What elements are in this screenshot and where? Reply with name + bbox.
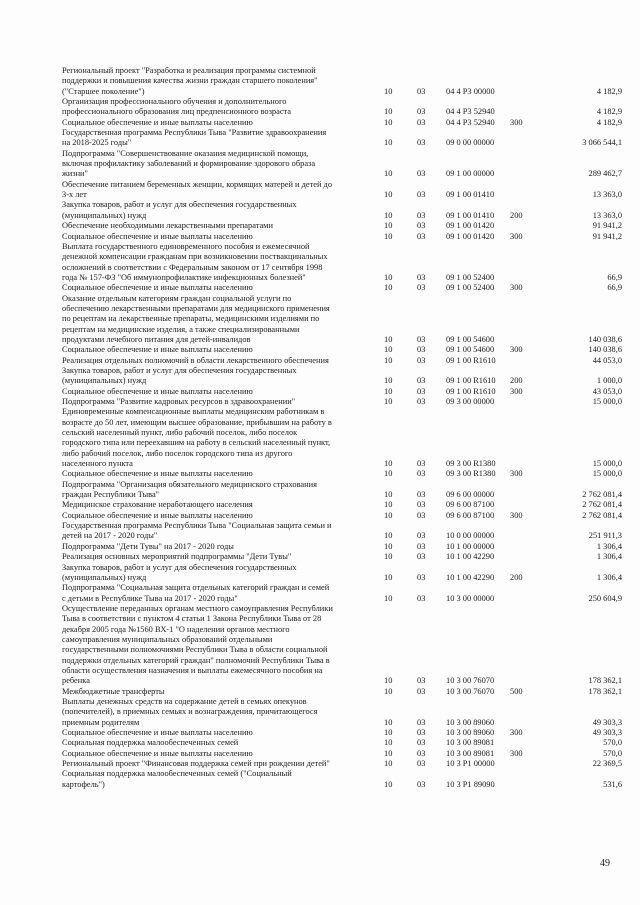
razdel-code: 10 — [384, 376, 393, 386]
amount: 250 604,9 — [588, 593, 622, 603]
table-row — [62, 769, 622, 790]
target-article-code: 09 6 00 00000 — [446, 490, 495, 500]
expense-type-code: 200 — [510, 572, 523, 582]
podrazdel-code: 03 — [417, 272, 426, 282]
table-row — [62, 563, 622, 584]
table-row — [62, 180, 622, 201]
razdel-code: 10 — [384, 531, 393, 541]
podrazdel-code: 03 — [417, 231, 426, 241]
table-row — [62, 356, 622, 366]
razdel-code: 10 — [384, 345, 393, 355]
table-row — [62, 469, 622, 479]
target-article-code: 09 1 00 R1610 — [446, 386, 496, 396]
podrazdel-code: 03 — [417, 190, 426, 200]
row-name: Социальная поддержка малообеспеченных семей — [62, 738, 239, 748]
target-article-code: 10 0 00 00000 — [446, 531, 495, 541]
table-row — [62, 749, 622, 759]
razdel-code: 10 — [384, 572, 393, 582]
row-name: Выплаты денежных средств на содержание детей в семьях опекунов (попечителей), в приемных семьях и вознаграждения, причитающегося приемным родителям — [62, 696, 318, 727]
target-article-code: 09 0 00 00000 — [446, 138, 495, 148]
row-name: Подпрограмма "Совершенствование оказания медицинской помощи, включая профилактику заболеваний и формирование здорового образа жизни" — [62, 148, 316, 179]
row-name: Подпрограмма "Социальная защита отдельных категорий граждан и семей с детьми в Республике Тыва на 2017 - 2020 годы" — [62, 583, 330, 603]
row-name: Социальное обеспечение и иные выплаты населению — [62, 283, 253, 293]
amount: 15 000,0 — [592, 459, 622, 469]
expense-type-code: 300 — [510, 510, 523, 520]
amount: 13 363,0 — [592, 210, 622, 220]
amount: 2 762 081,4 — [582, 490, 622, 500]
podrazdel-code: 03 — [417, 510, 426, 520]
razdel-code: 10 — [384, 138, 393, 148]
target-article-code: 10 3 P1 00000 — [446, 759, 495, 769]
podrazdel-code: 03 — [417, 541, 426, 551]
expense-type-code: 500 — [510, 686, 523, 696]
amount: 43 053,0 — [592, 386, 622, 396]
row-name: Межбюджетные трансферты — [62, 686, 165, 696]
budget-table — [62, 66, 622, 790]
expense-type-code: 300 — [510, 231, 523, 241]
razdel-code: 10 — [384, 334, 393, 344]
amount: 140 038,6 — [588, 334, 622, 344]
target-article-code: 10 3 00 89081 — [446, 748, 495, 758]
amount: 15 000,0 — [592, 469, 622, 479]
row-name: Реализация основных мероприятий подпрограммы "Дети Тувы" — [62, 552, 292, 562]
razdel-code: 10 — [384, 500, 393, 510]
podrazdel-code: 03 — [417, 334, 426, 344]
table-row — [62, 128, 622, 149]
target-article-code: 10 1 00 00000 — [446, 541, 495, 551]
amount: 13 363,0 — [592, 190, 622, 200]
table-row — [62, 149, 622, 180]
podrazdel-code: 03 — [417, 552, 426, 562]
podrazdel-code: 03 — [417, 397, 426, 406]
podrazdel-code: 03 — [417, 355, 426, 365]
target-article-code: 10 1 00 42290 — [446, 572, 495, 582]
row-name: Оказание отдельным категориям граждан социальной услуги по обеспечению лекарственными препаратами для медицинского применения по рецептам на лекарственные препараты, медицинскими изделиями по рецептам на медицинские изделия, а также специализированными продуктами лечебного питания для детей-инвалидов — [62, 293, 330, 344]
page-number: 49 — [600, 858, 610, 869]
target-article-code: 09 3 00 R1380 — [446, 459, 496, 469]
table-row — [62, 407, 622, 469]
target-article-code: 04 4 P3 52940 — [446, 107, 495, 117]
razdel-code: 10 — [384, 397, 393, 406]
row-name: Закупка товаров, работ и услуг для обеспечения государственных (муниципальных) нужд — [62, 562, 297, 582]
expense-type-code: 300 — [510, 728, 523, 737]
row-name: Социальное обеспечение и иные выплаты населению — [62, 510, 253, 520]
amount: 2 762 081,4 — [582, 510, 622, 520]
target-article-code: 10 3 P1 89090 — [446, 779, 495, 789]
table-row — [62, 500, 622, 510]
target-article-code: 04 4 P3 00000 — [446, 86, 495, 96]
razdel-code: 10 — [384, 210, 393, 220]
podrazdel-code: 03 — [417, 779, 426, 789]
table-row — [62, 221, 622, 231]
podrazdel-code: 03 — [417, 345, 426, 355]
row-name: Социальная поддержка малообеспеченных семей ("Социальный картофель") — [62, 769, 292, 789]
target-article-code: 10 3 00 89060 — [446, 728, 495, 737]
target-article-code: 09 6 00 87100 — [446, 500, 495, 510]
razdel-code: 10 — [384, 676, 393, 686]
razdel-code: 10 — [384, 759, 393, 769]
podrazdel-code: 03 — [417, 376, 426, 386]
row-name: Организация профессионального обучения и дополнительного профессионального образования лиц предпенсионного возраста — [62, 97, 292, 117]
table-row — [62, 118, 622, 128]
razdel-code: 10 — [384, 283, 393, 293]
target-article-code: 09 1 00 01410 — [446, 190, 495, 200]
razdel-code: 10 — [384, 510, 393, 520]
podrazdel-code: 03 — [417, 748, 426, 758]
razdel-code: 10 — [384, 107, 393, 117]
podrazdel-code: 03 — [417, 676, 426, 686]
razdel-code: 10 — [384, 221, 393, 231]
amount: 66,9 — [607, 283, 622, 293]
table-row — [62, 66, 622, 97]
table-row — [62, 345, 622, 355]
table-row — [62, 283, 622, 293]
target-article-code: 09 1 00 00000 — [446, 169, 495, 179]
razdel-code: 10 — [384, 738, 393, 748]
razdel-code: 10 — [384, 552, 393, 562]
target-article-code: 09 1 00 54600 — [446, 345, 495, 355]
razdel-code: 10 — [384, 593, 393, 603]
podrazdel-code: 03 — [417, 717, 426, 727]
podrazdel-code: 03 — [417, 138, 426, 148]
expense-type-code: 300 — [510, 345, 523, 355]
amount: 178 362,1 — [588, 686, 622, 696]
amount: 22 369,5 — [592, 759, 622, 769]
podrazdel-code: 03 — [417, 386, 426, 396]
row-name: Выплата государственного единовременного пособия и ежемесячной денежной компенсации гражданам при возникновении поствакцинальных осложнений в соответствии с Федеральным законом от 17 сентября 1998 года № 157-ФЗ "Об иммунопрофилактике инфекционных болезней" — [62, 241, 328, 282]
table-row — [62, 759, 622, 769]
table-row — [62, 521, 622, 542]
amount: 289 462,7 — [588, 169, 622, 179]
amount: 570,0 — [603, 738, 622, 748]
razdel-code: 10 — [384, 355, 393, 365]
target-article-code: 09 1 00 R1610 — [446, 376, 496, 386]
row-name: Социальное обеспечение и иные выплаты населению — [62, 345, 253, 355]
row-name: Социальное обеспечение и иные выплаты населению — [62, 231, 253, 241]
table-row — [62, 387, 622, 397]
target-article-code: 10 3 00 89081 — [446, 738, 495, 748]
podrazdel-code: 03 — [417, 221, 426, 231]
target-article-code: 09 1 00 52400 — [446, 283, 495, 293]
amount: 4 182,9 — [596, 86, 622, 96]
table-row — [62, 687, 622, 697]
table-row — [62, 294, 622, 346]
table-row — [62, 511, 622, 521]
target-article-code: 10 3 00 89060 — [446, 717, 495, 727]
row-name: Региональный проект "Разработка и реализация программы системной поддержки и повышения качества жизни граждан старшего поколения" ("Старшее поколение") — [62, 66, 318, 96]
expense-type-code: 300 — [510, 469, 523, 479]
target-article-code: 09 3 00 00000 — [446, 397, 495, 406]
target-article-code: 10 3 00 76070 — [446, 686, 495, 696]
amount: 1 000,0 — [596, 376, 622, 386]
amount: 1 306,4 — [596, 572, 622, 582]
row-name: Обеспечение питанием беременных женщин, кормящих матерей и детей до 3-х лет — [62, 179, 333, 200]
target-article-code: 10 3 00 76070 — [446, 676, 495, 686]
target-article-code: 09 3 00 R1380 — [446, 469, 496, 479]
table-row — [62, 232, 622, 242]
row-name: Социальное обеспечение и иные выплаты населению — [62, 469, 253, 479]
table-row — [62, 397, 622, 407]
table-row — [62, 604, 622, 687]
razdel-code: 10 — [384, 748, 393, 758]
podrazdel-code: 03 — [417, 169, 426, 179]
row-name: Социальное обеспечение и иные выплаты населению — [62, 748, 253, 758]
amount: 15 000,0 — [592, 397, 622, 406]
podrazdel-code: 03 — [417, 459, 426, 469]
row-name: Закупка товаров, работ и услуг для обеспечения государственных (муниципальных) нужд — [62, 200, 297, 220]
amount: 44 053,0 — [592, 355, 622, 365]
razdel-code: 10 — [384, 231, 393, 241]
podrazdel-code: 03 — [417, 469, 426, 479]
podrazdel-code: 03 — [417, 117, 426, 127]
podrazdel-code: 03 — [417, 572, 426, 582]
row-name: Медицинское страхование неработающего населения — [62, 500, 253, 510]
razdel-code: 10 — [384, 717, 393, 727]
razdel-code: 10 — [384, 117, 393, 127]
row-name: Государственная программа Республики Тыва "Социальная защита семьи и детей на 2017 - 2020 годы" — [62, 521, 332, 541]
razdel-code: 10 — [384, 190, 393, 200]
table-row — [62, 728, 622, 738]
podrazdel-code: 03 — [417, 728, 426, 737]
target-article-code: 09 6 00 87100 — [446, 510, 495, 520]
amount: 1 306,4 — [596, 552, 622, 562]
amount: 251 911,3 — [588, 531, 622, 541]
podrazdel-code: 03 — [417, 500, 426, 510]
row-name: Социальное обеспечение и иные выплаты населению — [62, 728, 253, 737]
row-name: Социальное обеспечение и иные выплаты населению — [62, 117, 253, 127]
podrazdel-code: 03 — [417, 759, 426, 769]
razdel-code: 10 — [384, 686, 393, 696]
amount: 66,9 — [607, 272, 622, 282]
amount: 2 762 081,4 — [582, 500, 622, 510]
podrazdel-code: 03 — [417, 686, 426, 696]
row-name: Подпрограмма "Развитие кадровых ресурсов в здравоохранении" — [62, 397, 296, 406]
target-article-code: 09 1 00 01420 — [446, 221, 495, 231]
razdel-code: 10 — [384, 169, 393, 179]
target-article-code: 09 1 00 52400 — [446, 272, 495, 282]
razdel-code: 10 — [384, 779, 393, 789]
row-name: Единовременные компенсационные выплаты медицинским работникам в возрасте до 50 лет, имеющим высшее образование, прибывшим на работу в сельский населенный пункт, либо рабочий поселок, либо поселок городского типа или переехавшим на работу в сельский населенный пункт, либо рабочий поселок, либо поселок городского типа из другого населенного пункта — [62, 407, 332, 469]
row-name: Подпрограмма "Дети Тувы" на 2017 - 2020 годы — [62, 541, 234, 551]
amount: 4 182,9 — [596, 107, 622, 117]
row-name: Подпрограмма "Организация обязательного медицинского страхования граждан Республики Тыва" — [62, 479, 317, 500]
table-row — [62, 738, 622, 748]
amount: 570,0 — [603, 748, 622, 758]
razdel-code: 10 — [384, 86, 393, 96]
row-name: Обеспечение необходимыми лекарственными препаратами — [62, 221, 273, 231]
row-name: Реализация отдельных полномочий в области лекарственного обеспечения — [62, 355, 329, 365]
razdel-code: 10 — [384, 469, 393, 479]
expense-type-code: 200 — [510, 210, 523, 220]
podrazdel-code: 03 — [417, 210, 426, 220]
razdel-code: 10 — [384, 386, 393, 396]
table-row — [62, 697, 622, 728]
razdel-code: 10 — [384, 541, 393, 551]
amount: 91 941,2 — [592, 221, 622, 231]
expense-type-code: 300 — [510, 748, 523, 758]
table-row — [62, 583, 622, 604]
table-row — [62, 480, 622, 501]
amount: 49 303,3 — [592, 728, 622, 737]
amount: 1 306,4 — [596, 541, 622, 551]
expense-type-code: 300 — [510, 117, 523, 127]
target-article-code: 09 1 00 01420 — [446, 231, 495, 241]
expense-type-code: 200 — [510, 376, 523, 386]
table-row — [62, 366, 622, 387]
amount: 4 182,9 — [596, 117, 622, 127]
razdel-code: 10 — [384, 490, 393, 500]
podrazdel-code: 03 — [417, 107, 426, 117]
table-row — [62, 242, 622, 283]
row-name: Региональный проект "Финансовая поддержка семей при рождении детей" — [62, 759, 330, 769]
razdel-code: 10 — [384, 272, 393, 282]
target-article-code: 10 1 00 42290 — [446, 552, 495, 562]
target-article-code: 09 1 00 01410 — [446, 210, 495, 220]
target-article-code: 10 3 00 00000 — [446, 593, 495, 603]
razdel-code: 10 — [384, 459, 393, 469]
expense-type-code: 300 — [510, 386, 523, 396]
podrazdel-code: 03 — [417, 86, 426, 96]
row-name: Осуществление переданных органам местного самоуправления Республики Тыва в соответствии с пунктом 4 статьи 1 Закона Республики Тыва от 28 декабря 2005 года №1560 ВХ-1 "О наделении органов местного самоуправления муниципальных образований отдельными государственными полномочиями Республики Тыва в области социальной поддержки отдельных категорий граждан" полномочий Республики Тыва в области осуществления назначения и выплаты ежемесячного пособия на ребенка — [62, 603, 333, 686]
podrazdel-code: 03 — [417, 738, 426, 748]
amount: 140 038,6 — [588, 345, 622, 355]
row-name: Закупка товаров, работ и услуг для обеспечения государственных (муниципальных) нужд — [62, 365, 297, 386]
table-row — [62, 542, 622, 552]
podrazdel-code: 03 — [417, 490, 426, 500]
target-article-code: 04 4 P3 52940 — [446, 117, 495, 127]
row-name: Государственная программа Республики Тыва "Развитие здравоохранения на 2018-2025 годы" — [62, 128, 327, 148]
amount: 3 066 544,1 — [582, 138, 622, 148]
row-name: Социальное обеспечение и иные выплаты населению — [62, 386, 253, 396]
amount: 49 303,3 — [592, 717, 622, 727]
razdel-code: 10 — [384, 728, 393, 737]
podrazdel-code: 03 — [417, 531, 426, 541]
target-article-code: 09 1 00 R1610 — [446, 355, 496, 365]
podrazdel-code: 03 — [417, 593, 426, 603]
podrazdel-code: 03 — [417, 283, 426, 293]
target-article-code: 09 1 00 54600 — [446, 334, 495, 344]
amount: 178 362,1 — [588, 676, 622, 686]
amount: 531,6 — [603, 779, 622, 789]
table-row — [62, 97, 622, 118]
table-row — [62, 200, 622, 221]
table-row — [62, 552, 622, 562]
amount: 91 941,2 — [592, 231, 622, 241]
expense-type-code: 300 — [510, 283, 523, 293]
